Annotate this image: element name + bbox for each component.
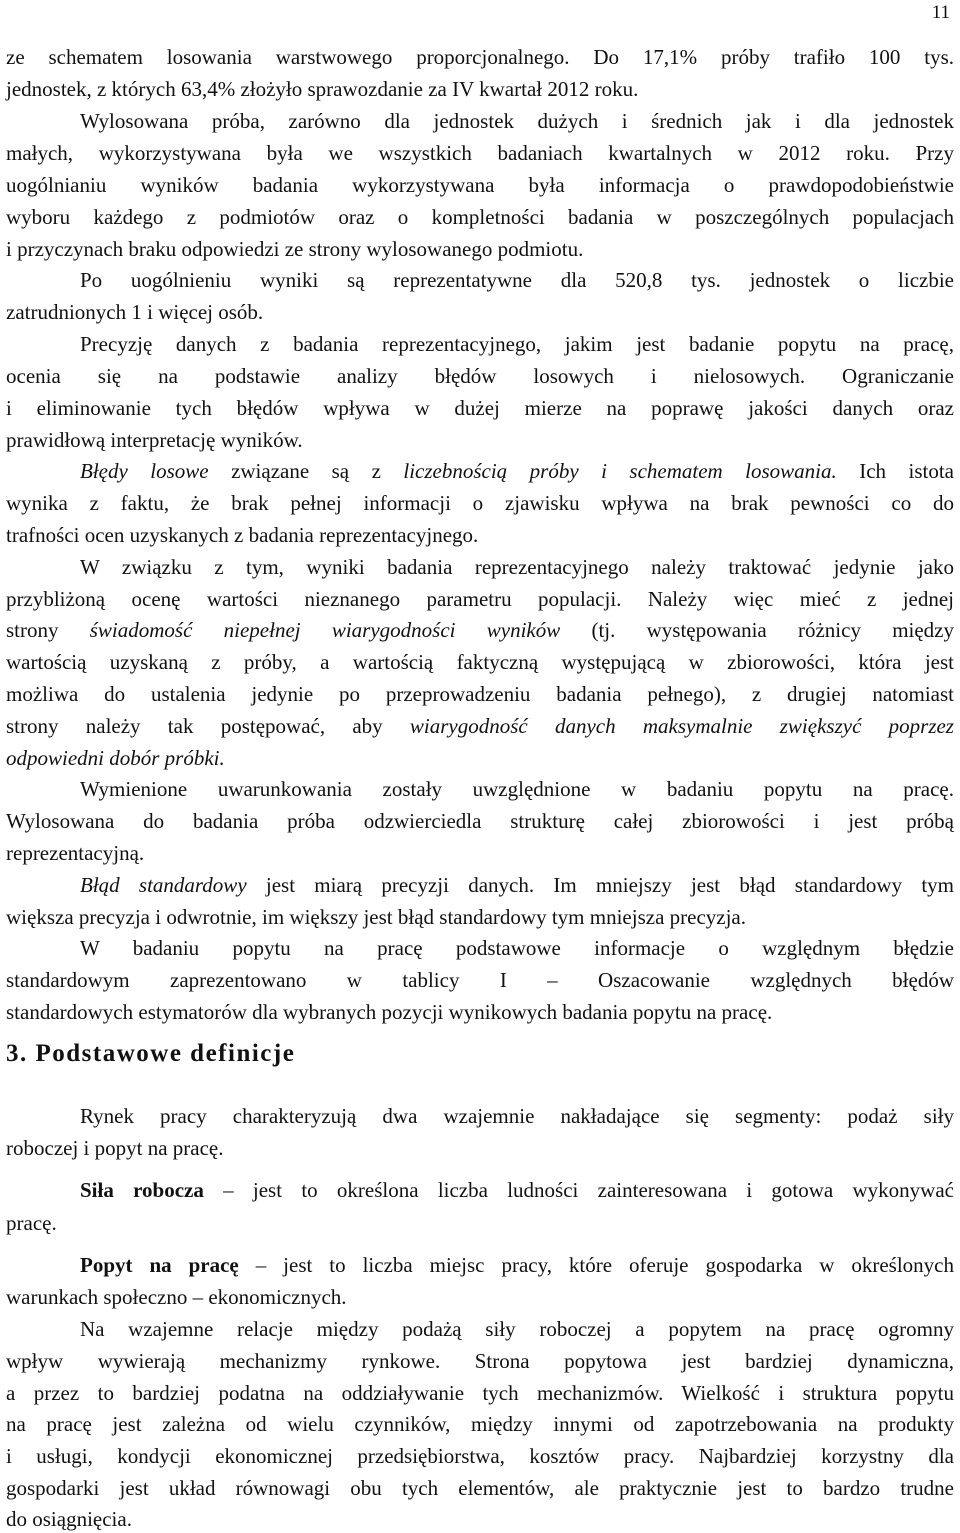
text-line: do osiągnięcia. (6, 1507, 132, 1531)
text-line: reprezentacyjną. (6, 841, 145, 865)
text-line: przybliżoną ocenę wartości nieznanego parametru populacji. Należy więc mieć z jednej (6, 587, 954, 611)
text-span: Ich istota (836, 459, 954, 483)
text-span: (tj. występowania różnicy między (560, 618, 954, 642)
text-line (80, 1252, 954, 1278)
text-line: na pracę jest zależna od wielu czynników, między innymi od zapotrzebowania na produkty (6, 1412, 954, 1436)
text-line: jednostek, z których 63,4% złożyło sprawozdanie za IV kwartał 2012 roku. (6, 77, 639, 101)
emphasis-text: liczebnością próby i schematem losowania. (403, 459, 837, 483)
text-span: strony należy tak postępować, aby (6, 714, 410, 738)
term-labor-demand: Popyt na pracę (80, 1253, 239, 1277)
term-labor-force: Siła robocza (80, 1178, 204, 1202)
text-line (80, 458, 954, 484)
text-line: większa precyzja i odwrotnie, im większy jest błąd standardowy tym mniejsza precyzja. (6, 905, 747, 929)
text-line: wartością uzyskaną z próby, a wartością faktyczną występującą w zbiorowości, która jest (6, 650, 954, 674)
text-line (80, 872, 954, 898)
text-line: i przyczynach braku odpowiedzi ze strony wylosowanego podmiotu. (6, 237, 584, 261)
text-line: Wylosowana do badania próba odzwierciedla strukturę całej zbiorowości i jest próbą (6, 809, 954, 833)
page-number: 11 (931, 2, 950, 23)
text-line: wpływ wywierają mechanizmy rynkowe. Strona popytowa jest bardziej dynamiczna, (6, 1349, 954, 1373)
text-span: związane są z (208, 459, 404, 483)
text-line: zatrudnionych 1 i więcej osób. (6, 300, 264, 324)
text-line: Wymienione uwarunkowania zostały uwzględnione w badaniu popytu na pracę. (80, 777, 954, 801)
text-span: strony (6, 618, 90, 642)
text-line: gospodarki jest układ równowagi obu tych elementów, ale praktycznie jest to bardzo trudne (6, 1476, 954, 1500)
text-span: – jest to określona liczba ludności zainteresowana i gotowa wykonywać (203, 1178, 954, 1202)
text-line: pracę. (6, 1211, 57, 1235)
text-span: jest miarą precyzji danych. Im mniejszy jest błąd standardowy tym (246, 873, 955, 897)
text-line: W badaniu popytu na pracę podstawowe informacje o względnym błędzie (80, 936, 954, 960)
text-line: prawidłową interpretację wyników. (6, 428, 303, 452)
text-line: wynika z faktu, że brak pełnej informacji o zjawisku wpływa na brak pewności co do (6, 491, 954, 515)
text-line: ocenia się na podstawie analizy błędów losowych i nielosowych. Ograniczanie (6, 364, 954, 388)
text-span: – jest to liczba miejsc pracy, które oferuje gospodarka w określonych (238, 1253, 954, 1277)
emphasis-text: świadomość niepełnej wiarygodności wyników (89, 618, 561, 642)
text-line: odpowiedni dobór próbki. (6, 746, 225, 770)
text-line: trafności ocen uzyskanych z badania reprezentacyjnego. (6, 523, 479, 547)
text-line (6, 617, 954, 643)
text-line: możliwa do ustalenia jedynie po przeprowadzeniu badania pełnego), z drugiej natomiast (6, 682, 954, 706)
text-line: Po uogólnieniu wyniki są reprezentatywne dla 520,8 tys. jednostek o liczbie (80, 268, 954, 292)
emphasis-text: wiarygodność danych maksymalnie zwiększyć poprzez (409, 714, 954, 738)
text-line: W związku z tym, wyniki badania reprezentacyjnego należy traktować jedynie jako (80, 555, 954, 579)
text-line: Rynek pracy charakteryzują dwa wzajemnie nakładające się segmenty: podaż siły (80, 1104, 954, 1128)
text-line: i eliminowanie tych błędów wpływa w dużej mierze na poprawę jakości danych oraz (6, 396, 954, 420)
term-standard-error: Błąd standardowy (80, 873, 247, 897)
term-random-errors: Błędy losowe (80, 459, 209, 483)
text-line: wyboru każdego z podmiotów oraz o kompletności badania w poszczególnych populacjach (6, 205, 954, 229)
text-line: standardowych estymatorów dla wybranych pozycji wynikowych badania popytu na pracę. (6, 1000, 773, 1024)
text-line: a przez to bardziej podatna na oddziaływanie tych mechanizmów. Wielkość i struktura popytu (6, 1381, 954, 1405)
section-heading: 3. Podstawowe definicje (6, 1040, 296, 1067)
text-line (80, 1177, 954, 1203)
text-line (6, 713, 954, 739)
text-line: Precyzję danych z badania reprezentacyjnego, jakim jest badanie popytu na pracę, (80, 332, 954, 356)
text-line: standardowym zaprezentowano w tablicy I – Oszacowanie względnych błędów (6, 968, 954, 992)
text-line: roboczej i popyt na pracę. (6, 1136, 224, 1160)
text-line: Wylosowana próba, zarówno dla jednostek dużych i średnich jak i dla jednostek (80, 109, 954, 133)
text-line: małych, wykorzystywana była we wszystkich badaniach kwartalnych w 2012 roku. Przy (6, 141, 954, 165)
text-line: uogólnianiu wyników badania wykorzystywana była informacja o prawdopodobieństwie (6, 173, 954, 197)
text-line: ze schematem losowania warstwowego proporcjonalnego. Do 17,1% próby trafiło 100 tys. (6, 45, 954, 69)
text-line: Na wzajemne relacje między podażą siły roboczej a popytem na pracę ogromny (80, 1317, 954, 1341)
text-line: i usługi, kondycji ekonomicznej przedsiębiorstwa, kosztów pracy. Najbardziej korzystny dla (6, 1444, 954, 1468)
text-line: warunkach społeczno – ekonomicznych. (6, 1285, 347, 1309)
